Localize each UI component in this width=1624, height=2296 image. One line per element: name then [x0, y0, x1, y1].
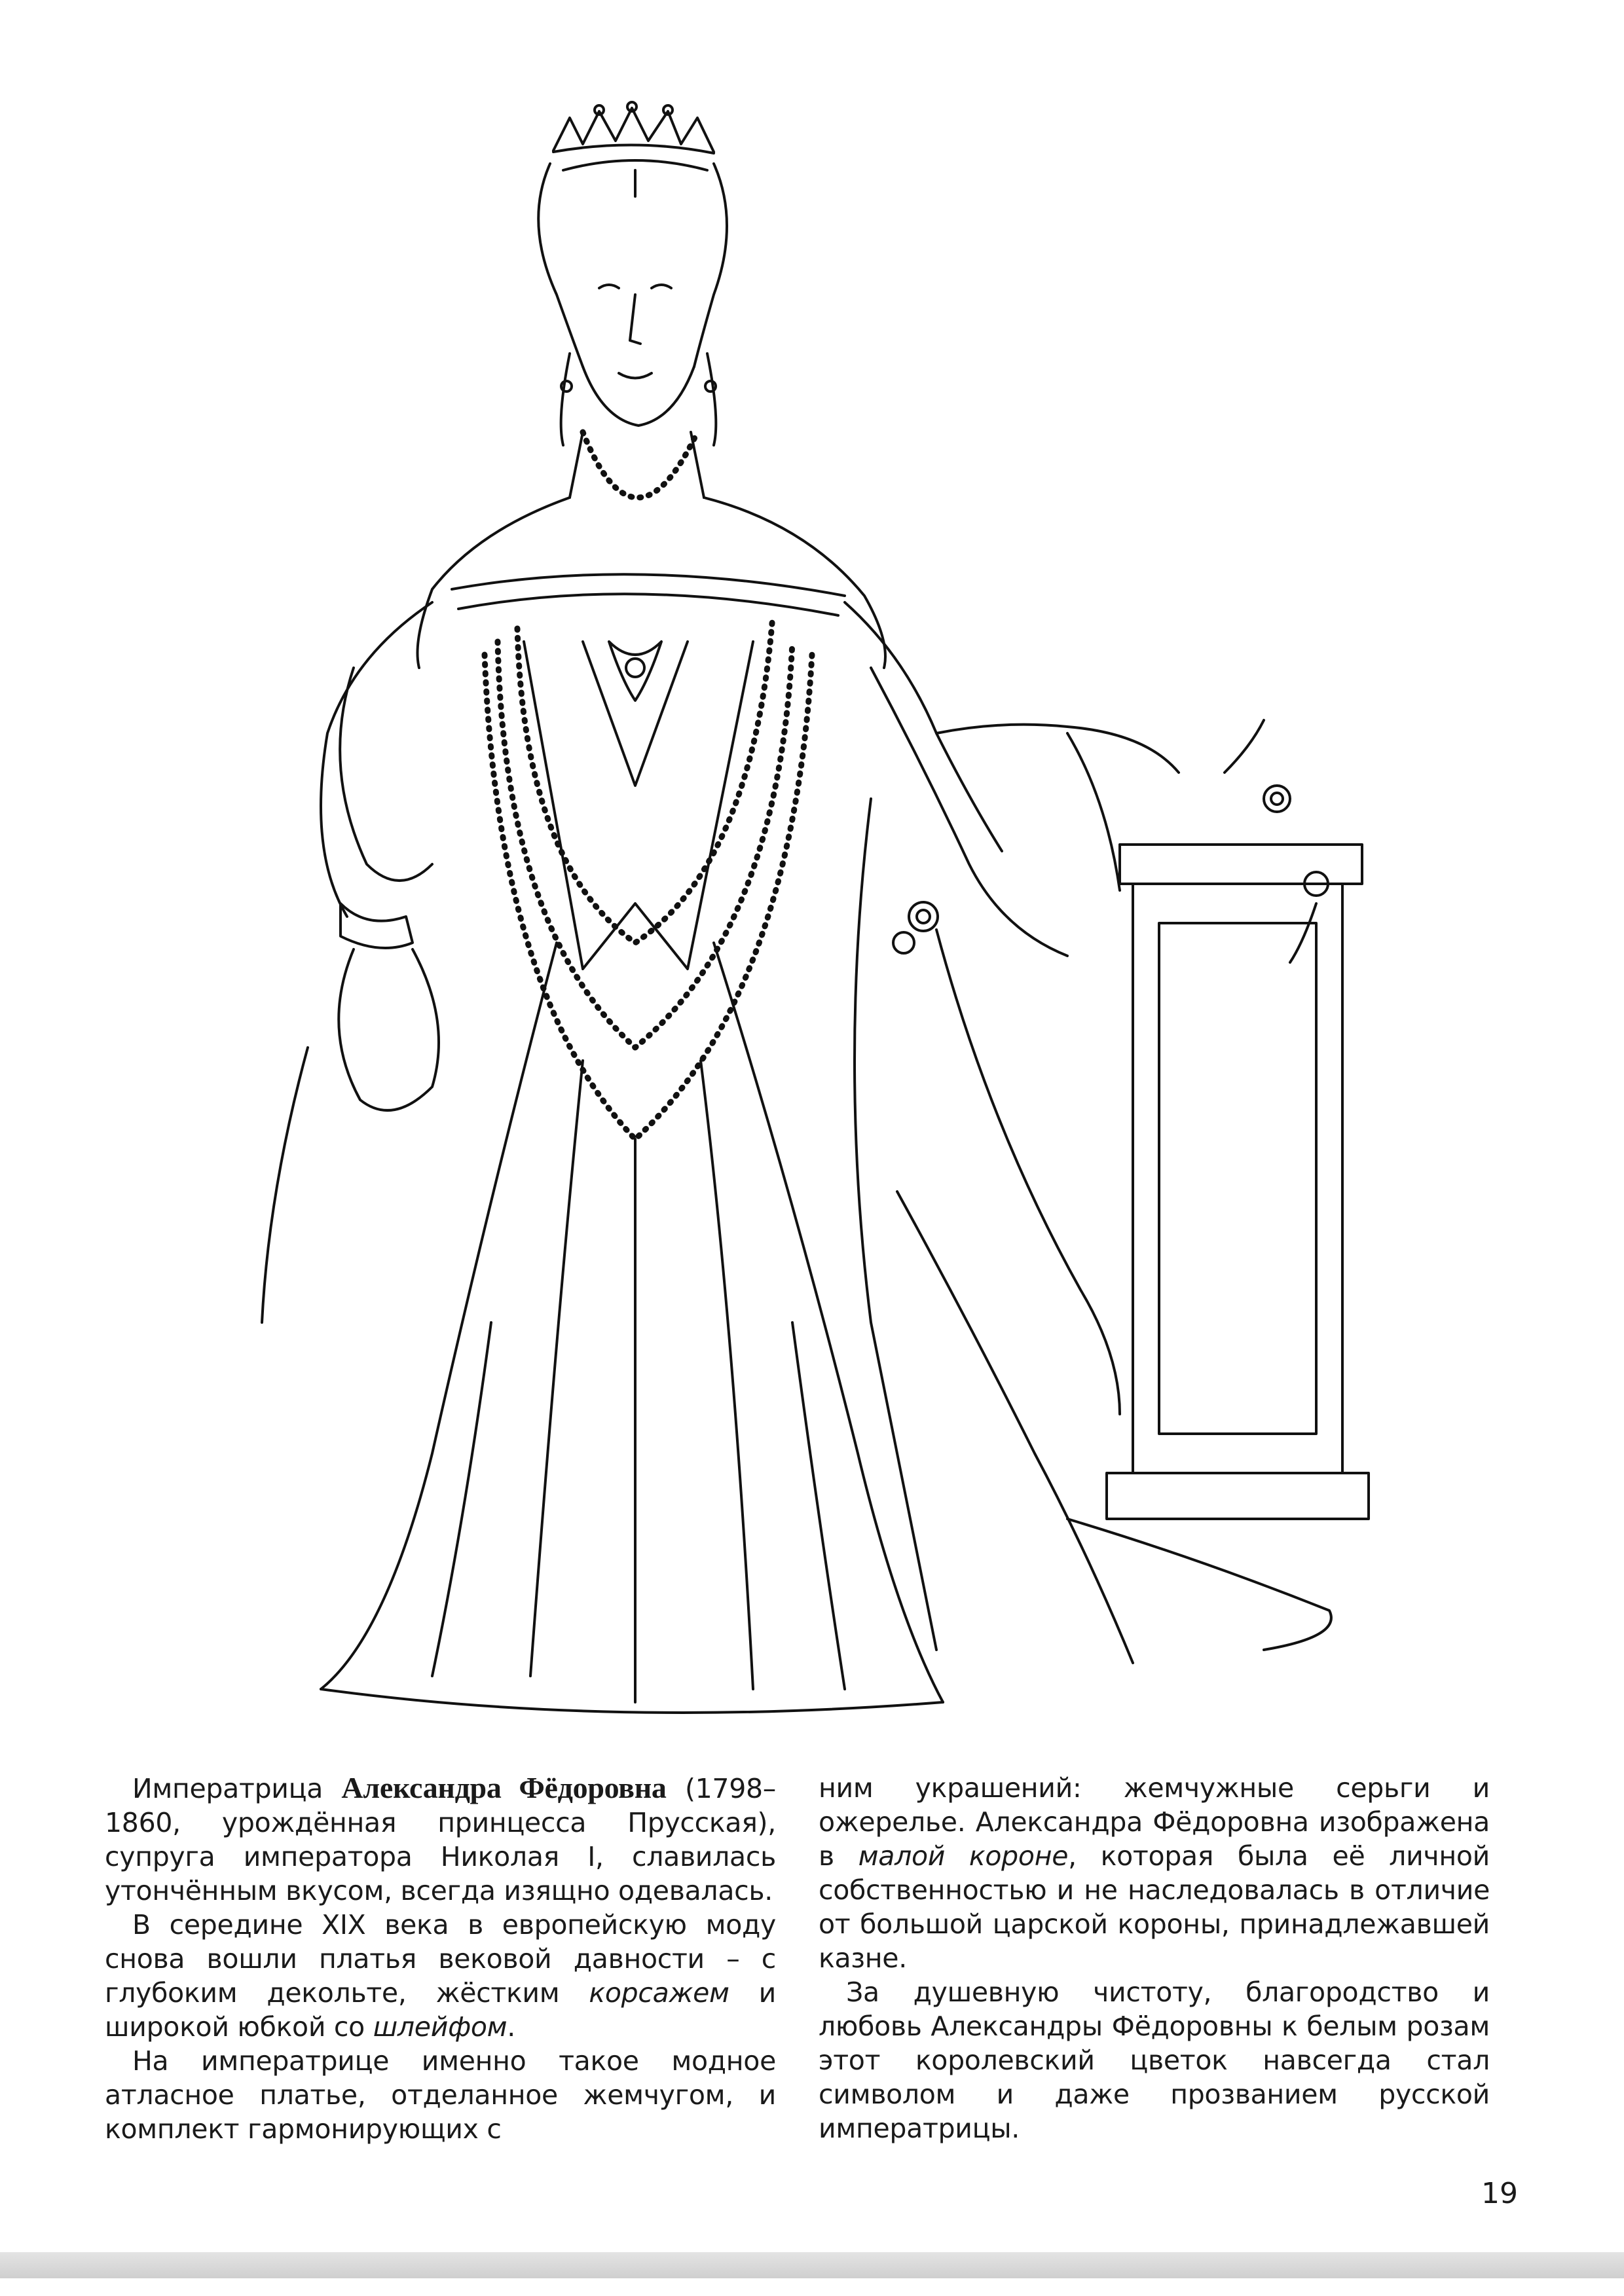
term-corsage: корсажем	[589, 1977, 729, 2009]
portrait-line-art-icon	[216, 79, 1401, 1755]
page-number: 19	[1481, 2177, 1518, 2210]
fur-stole-icon	[845, 602, 1179, 1663]
pedestal-icon	[1067, 845, 1369, 1650]
skirt-icon	[321, 943, 943, 1713]
paragraph-fashion: В середине XIX века в европейскую моду снова вошли платья вековой давности – с глубоким декольте, жёстким корсажем и широкой юбкой со шлейфом.	[105, 1909, 776, 2043]
bodice-icon	[418, 498, 886, 969]
empress-name: Александра Фёдоровна	[341, 1771, 667, 1804]
pearl-necklace-icon	[583, 432, 697, 498]
paragraph-roses: За душевную чистоту, благородство и любовь Александры Фёдоровны к белым розам этот королевский цветок навсегда стал символом и даже прозванием русской императрицы.	[819, 1977, 1490, 2144]
crown-icon	[553, 102, 714, 153]
left-sleeve-icon	[262, 602, 439, 1322]
paragraph-jewelry: ним украшений: жемчужные серьги и ожерелье. Александра Фёдоровна изображена в малой короне, которая была её личной собственностью и не наследовалась в отличие от большой царской короны, принадлежавшей казне.	[819, 1772, 1490, 1974]
term-train: шлейфом	[373, 2011, 507, 2043]
empress-illustration	[216, 79, 1401, 1755]
term-small-crown: малой короне	[858, 1840, 1069, 1872]
scan-edge-band	[0, 2252, 1624, 2278]
text-column-left	[105, 1771, 776, 2146]
text-column-right	[819, 1771, 1490, 2145]
head-icon	[538, 160, 727, 498]
paragraph-dress: На императрице именно такое модное атласное платье, отделанное жемчугом, и комплект гармонирующих с	[105, 2045, 776, 2145]
paragraph-intro: Императрица Александра Фёдоровна (1798–1860, урождённая принцесса Прусская), супруга императора Николая I, славилась утончённым вкусом, всегда изящно одевалась.	[105, 1771, 776, 1906]
